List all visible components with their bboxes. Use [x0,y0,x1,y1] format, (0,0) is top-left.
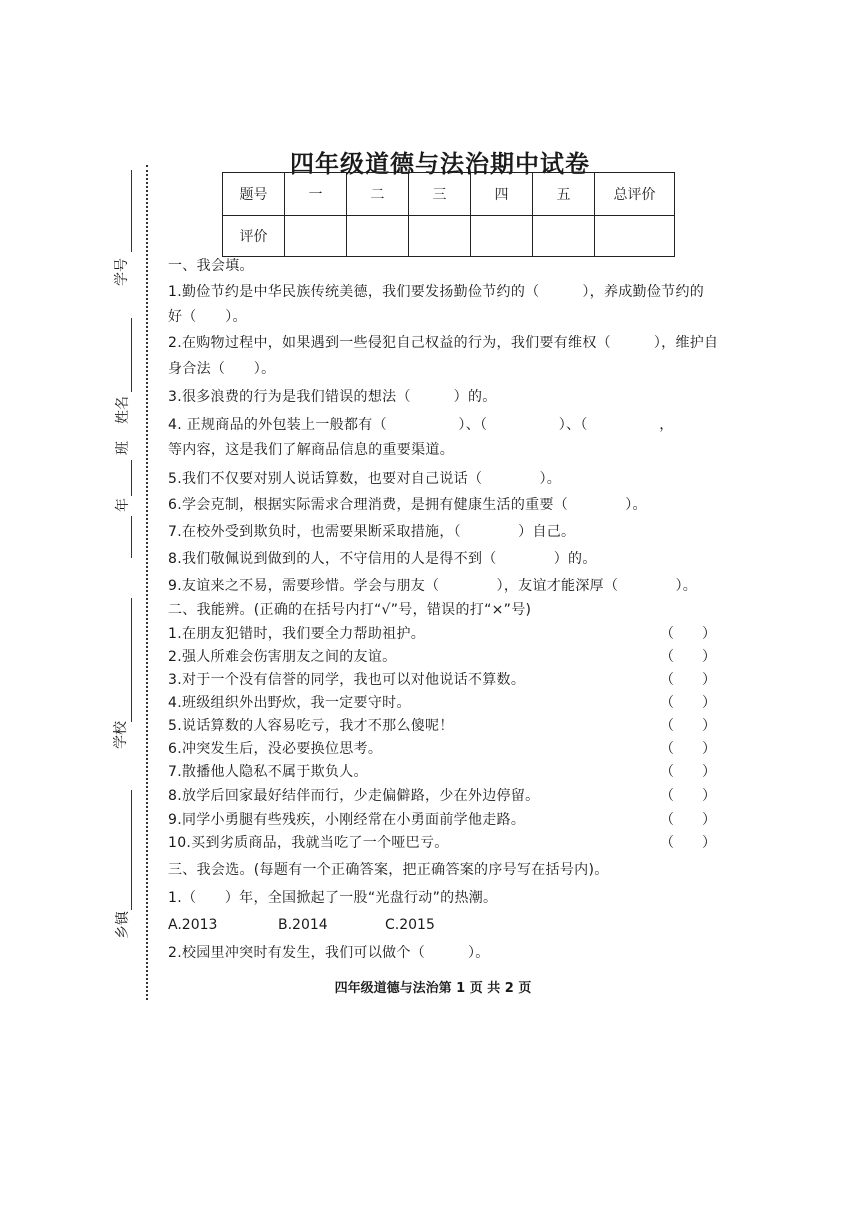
score-cell [471,216,533,257]
answer-bracket: （ ） [660,672,716,688]
school-label: 学校 [113,721,129,749]
fill-question-line: 6.学会克制，根据实际需求合理消费，是拥有健康生活的重要（ ）。 [168,497,647,513]
choice-question: 2.校园里冲突时有发生，我们可以做个（ ）。 [168,945,490,961]
fill-question-line: 3.很多浪费的行为是我们错误的想法（ ）的。 [168,389,497,405]
answer-bracket: （ ） [660,741,716,757]
score-cell [595,216,675,257]
page-footer: 四年级道德与法治第 1 页 共 2 页 [334,981,532,996]
fill-question-line: 4. 正规商品的外包装上一般都有（ ）、（ ）、（ ， [168,417,674,433]
judge-item: 6.冲突发生后，没必要换位思考。 [168,741,383,757]
judge-item: 1.在朋友犯错时，我们要全力帮助祖护。 [168,626,426,642]
township-write-line [131,790,132,910]
fill-question-line: 9.友谊来之不易，需要珍惜。学会与朋友（ ），友谊才能深厚（ ）。 [168,578,698,594]
score-table [222,172,675,257]
answer-bracket: （ ） [660,812,716,828]
answer-bracket: （ ） [660,695,716,711]
fill-question-line: 1.勤俭节约是中华民族传统美德，我们要发扬勤俭节约的（ ），养成勤俭节约的 [168,284,705,300]
judge-item: 10.买到劣质商品，我就当吃了一个哑巴亏。 [168,835,449,851]
score-header-cell: 五 [533,173,595,216]
answer-bracket: （ ） [660,764,716,780]
score-header-cell: 题号 [223,173,285,216]
fill-question-line: 好（ ）。 [168,309,247,325]
score-header-cell: 总评价 [595,173,675,216]
score-cell [285,216,347,257]
score-row-label: 评价 [223,216,285,257]
score-table-header-row [223,173,675,216]
score-header-cell: 三 [409,173,471,216]
score-header-cell: 一 [285,173,347,216]
score-cell [409,216,471,257]
choice-option: C.2015 [385,917,435,933]
judge-item: 4.班级组织外出野炊，我一定要守时。 [168,695,411,711]
judge-item: 5.说话算数的人容易吃亏，我才不那么傻呢！ [168,718,454,734]
grade-write-line [131,516,132,558]
answer-bracket: （ ） [660,835,716,851]
fill-question-line: 2.在购物过程中，如果遇到一些侵犯自己权益的行为，我们要有维权（ ），维护自 [168,335,719,351]
answer-bracket: （ ） [660,626,716,642]
judge-item: 3.对于一个没有信誉的同学，我也可以对他说话不算数。 [168,672,526,688]
fill-question-line: 等内容，这是我们了解商品信息的重要渠道。 [168,442,454,458]
student-id-write-line [131,170,132,252]
section3-heading: 三、我会选。(每题有一个正确答案，把正确答案的序号写在括号内)。 [168,862,609,878]
section2-heading: 二、我能辨。(正确的在括号内打“√”号，错误的打“×”号) [168,602,532,618]
student-id-label: 学号 [114,258,130,286]
binding-dotted-line [146,165,148,1000]
fill-question-line: 5.我们不仅要对别人说话算数，也要对自己说话（ ）。 [168,471,562,487]
name-label: 姓名 [115,396,131,424]
score-table-eval-row [223,216,675,257]
choice-option: A.2013 [168,917,218,933]
answer-bracket: （ ） [660,718,716,734]
fill-question-line: 7.在校外受到欺负时，也需要果断采取措施，（ ）自己。 [168,524,576,540]
grade-label: 年 [115,498,131,512]
class-label: 班 [115,441,131,455]
score-cell [533,216,595,257]
name-write-line [131,318,132,392]
fill-question-line: 8.我们敬佩说到做到的人，不守信用的人是得不到（ ）的。 [168,551,597,567]
section1-heading: 一、我会填。 [168,258,254,274]
judge-item: 2.强人所难会伤害朋友之间的友谊。 [168,649,397,665]
score-header-cell: 四 [471,173,533,216]
score-cell [347,216,409,257]
score-header-cell: 二 [347,173,409,216]
judge-item: 8.放学后回家最好结伴而行，少走偏僻路，少在外边停留。 [168,788,540,804]
fill-question-line: 身合法（ ）。 [168,361,276,377]
township-label: 乡镇 [115,911,131,939]
choice-option: B.2014 [278,917,328,933]
answer-bracket: （ ） [660,649,716,665]
page-title: 四年级道德与法治期中试卷 [290,150,590,178]
school-write-line [131,598,132,722]
choice-question: 1.（ ）年，全国掀起了一股“光盘行动”的热潮。 [168,890,498,906]
answer-bracket: （ ） [660,788,716,804]
judge-item: 9.同学小勇腿有些残疾，小刚经常在小勇面前学他走路。 [168,812,526,828]
class-write-line [131,460,132,496]
judge-item: 7.散播他人隐私不属于欺负人。 [168,764,368,780]
